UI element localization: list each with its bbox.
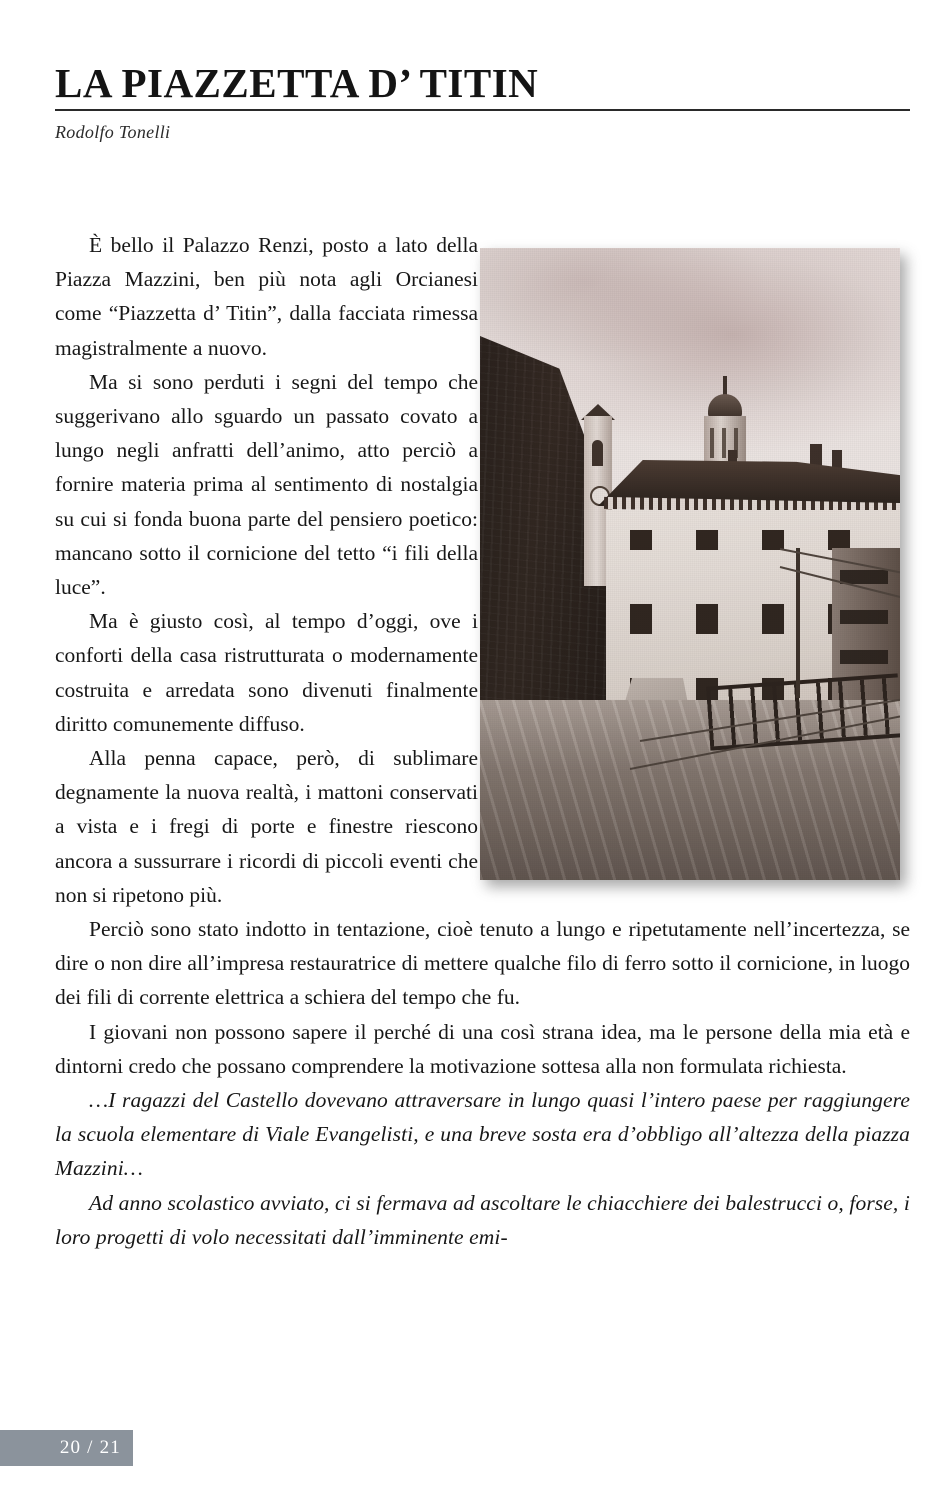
article-paragraph-italic: …I ragazzi del Castello dovevano attraversare in lungo quasi l’intero paese per raggiungere la scuola elementare di Viale Evangelisti, e una breve sosta era d’obbligo all’altezza della piazza Mazzini… <box>55 1088 910 1181</box>
page-number: 20 / 21 <box>59 1437 121 1458</box>
author-byline: Rodolfo Tonelli <box>55 122 171 143</box>
article-paragraph: Perciò sono stato indotto in tentazione, cioè tenuto a lungo e ripetutamente nell’incertezza, se dire o non dire all’impresa restauratrice di mettere qualche filo di ferro sotto il cornicione, in luogo dei fili di corrente elettrica a schiera del tempo che fu. <box>55 917 910 1010</box>
article-paragraph: I giovani non possono sapere il perché di una così strana idea, ma le persone della mia età e dintorni credo che possano comprendere la motivazione sottesa alla non formulata richiesta. <box>55 1019 910 1078</box>
photo-text-wrap-spacer <box>478 228 910 860</box>
article-paragraph: Alla penna capace, però, di sublimare degnamente la nuova realtà, i mattoni conservati a vista e i fregi di porte e finestre riescono ancora a sussurrare i ricordi di piccoli eventi che non si ripetono più. <box>55 746 478 907</box>
footer-band <box>0 1430 133 1466</box>
article-paragraph: Ma è giusto così, al tempo d’oggi, ove i conforti della casa ristrutturata o modernamente costruita e arredata sono divenuti finalmente diritto comunemente diffuso. <box>55 609 478 736</box>
title-divider <box>55 109 910 111</box>
article-body <box>55 228 910 1254</box>
article-paragraph-italic: Ad anno scolastico avviato, ci si fermava ad ascoltare le chiacchiere dei balestrucci o, forse, i loro progetti di volo necessitati dall’imminente emi- <box>55 1190 910 1249</box>
article-paragraph: Ma si sono perduti i segni del tempo che suggerivano allo sguardo un passato covato a lungo negli anfratti dell’animo, atto perciò a fornire materia prima al sentimento di nostalgia su cui si fonda buona parte del pensiero poetico: mancano sotto il cornicione del tetto “i fili della luce”. <box>55 369 478 600</box>
article-paragraph: È bello il Palazzo Renzi, posto a lato della Piazza Mazzini, ben più nota agli Orcianesi come “Piazzetta d’ Titin”, dalla facciata rimessa magistralmente a nuovo. <box>55 233 478 360</box>
article-header <box>55 62 910 143</box>
page-title: LA PIAZZETTA D’ TITIN <box>55 60 539 106</box>
